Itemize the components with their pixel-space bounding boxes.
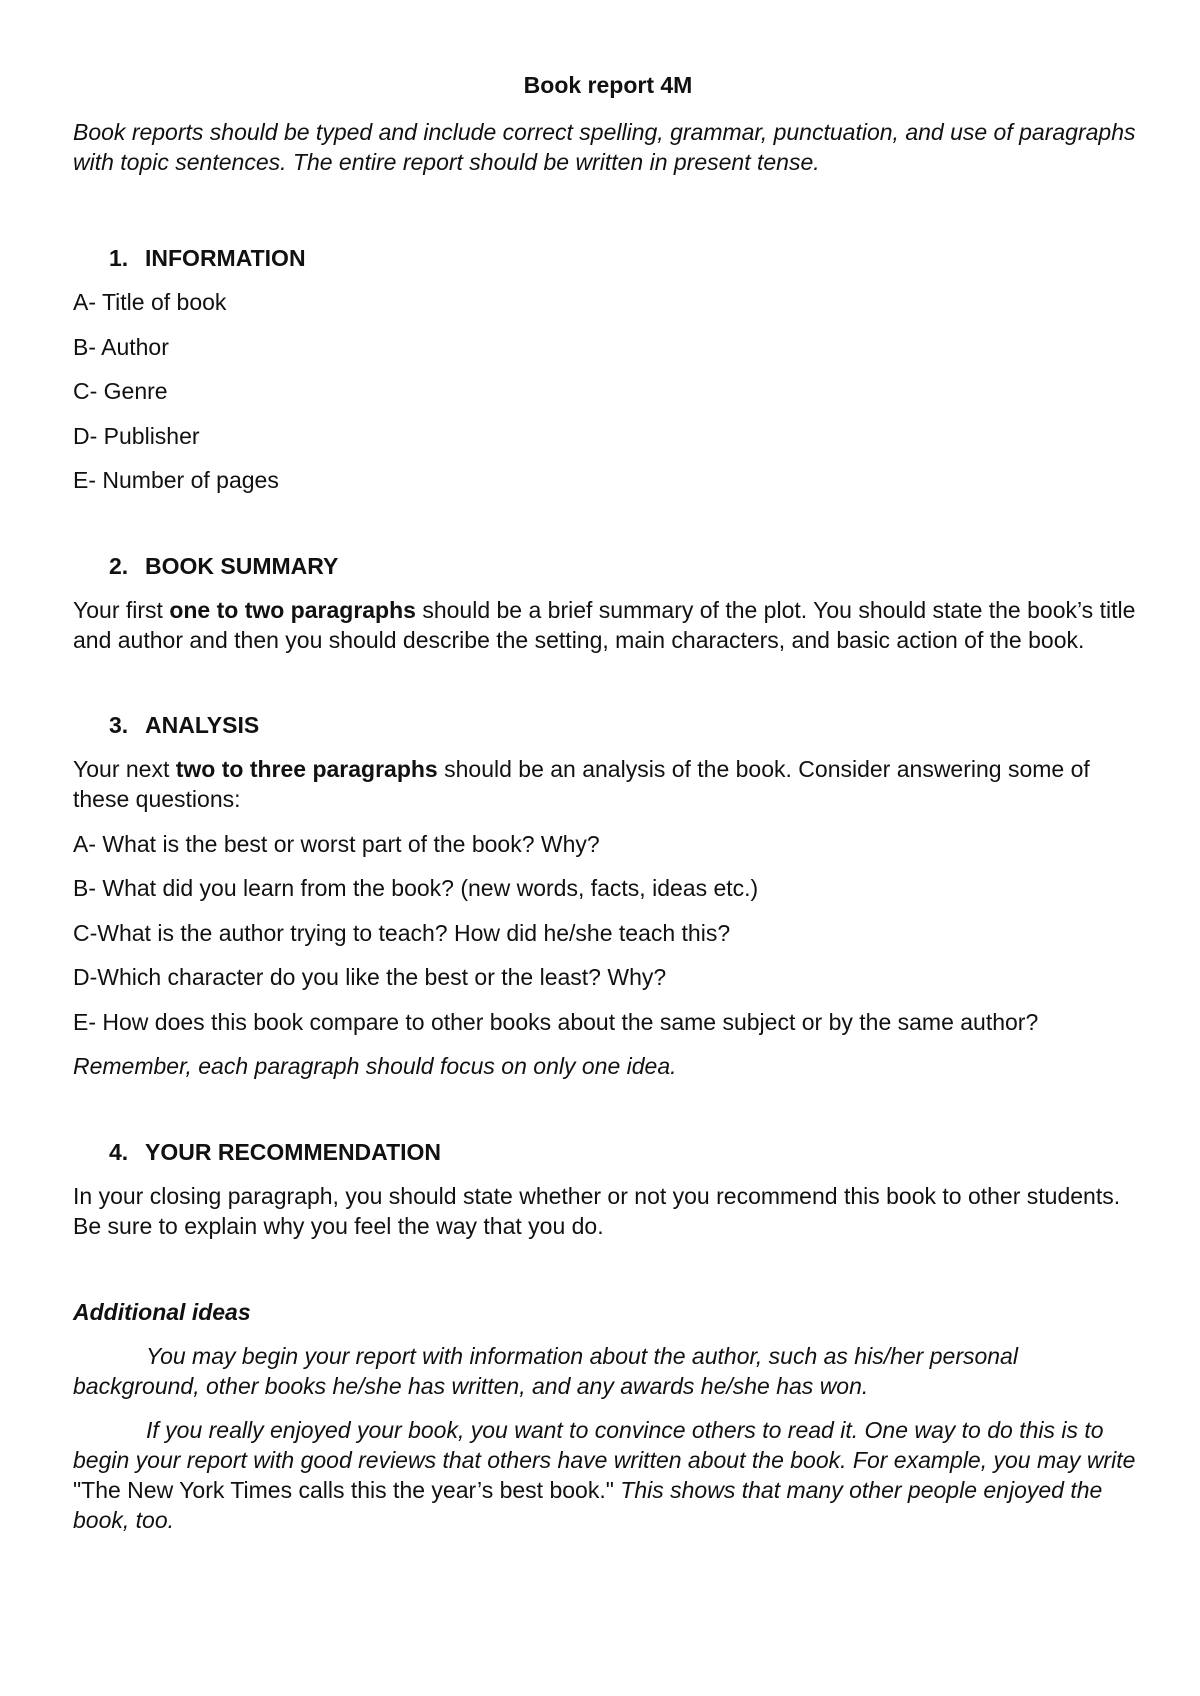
section-title: ANALYSIS: [145, 712, 260, 738]
recommendation-paragraph: In your closing paragraph, you should state whether or not you recommend this book to other students. Be sure to explain why you feel the way that you do.: [73, 1183, 1121, 1239]
intro-paragraph: Book reports should be typed and include correct spelling, grammar, punctuation, and use of paragraphs with topic sentences. The entire report should be written in present tense.: [73, 119, 1136, 175]
document-page: [73, 70, 1143, 1535]
section-heading-book-summary: [73, 551, 1143, 581]
section-heading-recommendation: [73, 1137, 1143, 1167]
info-item-author: B- Author: [73, 334, 169, 360]
analysis-question-e: E- How does this book compare to other books about the same subject or by the same author?: [73, 1009, 1039, 1035]
reviews-text-end: This shows that many other people enjoyed the book, too.: [73, 1477, 1103, 1533]
info-item-genre: C- Genre: [73, 378, 168, 404]
reviews-text-start: If you really enjoyed your book, you want to convince others to read it. One way to do this is to begin your report with good reviews that others have written about the book. For example, you may write: [73, 1417, 1136, 1473]
summary-text-start: Your first: [73, 597, 170, 623]
info-item-pages: E- Number of pages: [73, 467, 279, 493]
additional-ideas-heading: Additional ideas: [73, 1299, 251, 1325]
reviews-quote: "The New York Times calls this the year’s best book.": [73, 1477, 614, 1503]
summary-emphasis: one to two paragraphs: [169, 597, 416, 623]
analysis-text-start: Your next: [73, 756, 176, 782]
additional-idea-reviews: [73, 1415, 1143, 1535]
section-number: 4.: [109, 1139, 129, 1165]
analysis-question-c: C-What is the author trying to teach? How did he/she teach this?: [73, 920, 731, 946]
section-title: BOOK SUMMARY: [145, 553, 339, 579]
section-title: INFORMATION: [145, 245, 306, 271]
analysis-question-a: A- What is the best or worst part of the book? Why?: [73, 831, 600, 857]
section-heading-information: [73, 243, 1143, 273]
summary-text-end: should be a brief summary of the plot. You should state the book’s title and author and then you should describe the setting, main characters, and basic action of the book.: [73, 597, 1136, 653]
analysis-question-d: D-Which character do you like the best or the least? Why?: [73, 964, 667, 990]
analysis-emphasis: two to three paragraphs: [175, 756, 438, 782]
info-item-publisher: D- Publisher: [73, 423, 200, 449]
analysis-reminder: Remember, each paragraph should focus on only one idea.: [73, 1053, 677, 1079]
summary-paragraph: [73, 595, 1143, 655]
section-number: 3.: [109, 712, 129, 738]
info-item-title: A- Title of book: [73, 289, 227, 315]
section-heading-analysis: [73, 710, 1143, 740]
section-number: 1.: [109, 245, 129, 271]
analysis-paragraph: [73, 754, 1143, 814]
section-number: 2.: [109, 553, 129, 579]
section-title: YOUR RECOMMENDATION: [145, 1139, 442, 1165]
document-title: Book report 4M: [523, 72, 693, 98]
additional-idea-author: You may begin your report with information about the author, such as his/her personal background, other books he/she has written, and any awards he/she has won.: [73, 1343, 1018, 1399]
analysis-question-b: B- What did you learn from the book? (new words, facts, ideas etc.): [73, 875, 759, 901]
analysis-text-end: should be an analysis of the book. Consider answering some of these questions:: [73, 756, 1090, 812]
